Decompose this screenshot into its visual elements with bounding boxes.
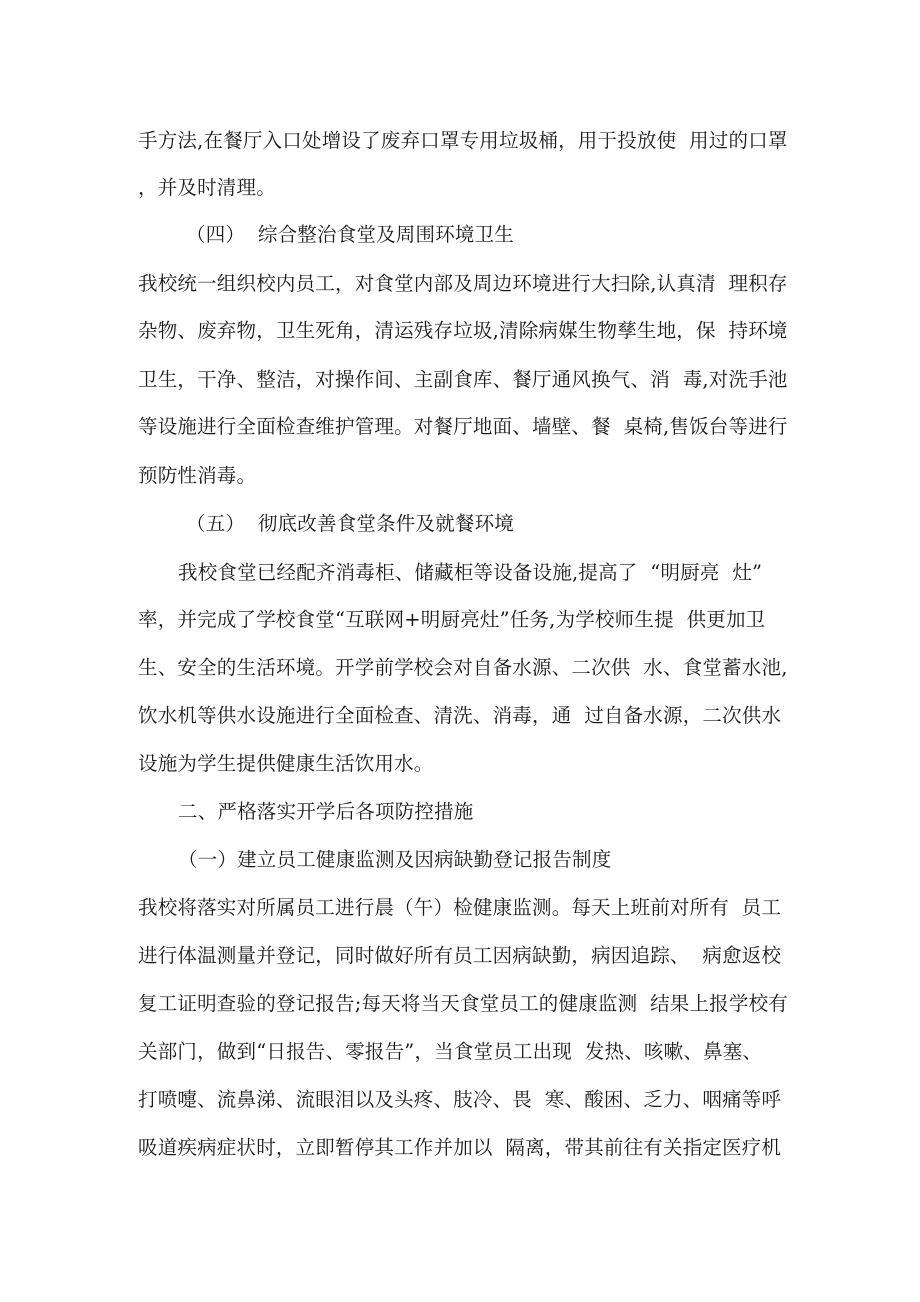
body-text-line: 手方法,在餐厅入口处增设了废弃口罩专用垃圾桶，用于投放使 用过的口罩 (138, 129, 788, 152)
body-text-line: 我校食堂已经配齐消毒柜、储藏柜等设备设施,提高了 “明厨亮 灶” (178, 561, 763, 584)
body-text-line: 关部门，做到“日报告、零报告”，当食堂员工出现 发热、咳嗽、鼻塞、 (138, 1040, 763, 1063)
body-text-line: 设施为学生提供健康生活饮用水。 (138, 752, 434, 775)
body-text-line: 卫生，干净、整洁，对操作间、主副食库、餐厅通风换气、消 毒,对洗手池 (138, 368, 788, 391)
body-text-line: 打喷嚏、流鼻涕、流眼泪以及头疼、肢冷、畏 寒、酸困、乏力、咽痛等呼 (138, 1088, 782, 1111)
body-text-line: 进行体温测量并登记，同时做好所有员工因病缺勤，病因追踪、 病愈返校 (138, 944, 782, 967)
body-text-line: 我校将落实对所属员工进行晨（午）检健康监测。每天上班前对所有 员工 (138, 896, 782, 919)
body-text-line: 复工证明查验的登记报告;每天将当天食堂员工的健康监测 结果上报学校有 (138, 992, 788, 1015)
section-heading: （四） 综合整治食堂及周围环境卫生 (186, 223, 514, 246)
section-heading: （一）建立员工健康监测及因病缺勤登记报告制度 (178, 848, 612, 871)
body-text-line: 率，并完成了学校食堂“互联网+明厨亮灶”任务,为学校师生提 供更加卫 (138, 608, 766, 631)
section-heading: 二、严格落实开学后各项防控措施 (178, 800, 474, 823)
body-text-line: 预防性消毒。 (138, 464, 257, 487)
body-text-line: 杂物、废弃物，卫生死角，清运残存垃圾,清除病媒生物孳生地，保 持环境 (138, 319, 788, 342)
body-text-line: 我校统一组织校内员工，对食堂内部及周边环境进行大扫除,认真清 理积存 (138, 272, 788, 295)
body-text-line: 吸道疾病症状时，立即暂停其工作并加以 隔离，带其前往有关指定医疗机 (138, 1136, 782, 1159)
body-text-line: ，并及时清理。 (138, 176, 276, 199)
section-heading: （五） 彻底改善食堂条件及就餐环境 (186, 512, 514, 535)
body-text-line: 饮水机等供水设施进行全面检查、清洗、消毒，通 过自备水源，二次供水 (138, 704, 782, 727)
body-text-line: 生、安全的生活环境。开学前学校会对自备水源、二次供 水、食堂蓄水池, (138, 656, 788, 679)
body-text-line: 等设施进行全面检查维护管理。对餐厅地面、墙壁、餐 桌椅,售饭台等进行 (138, 415, 788, 438)
